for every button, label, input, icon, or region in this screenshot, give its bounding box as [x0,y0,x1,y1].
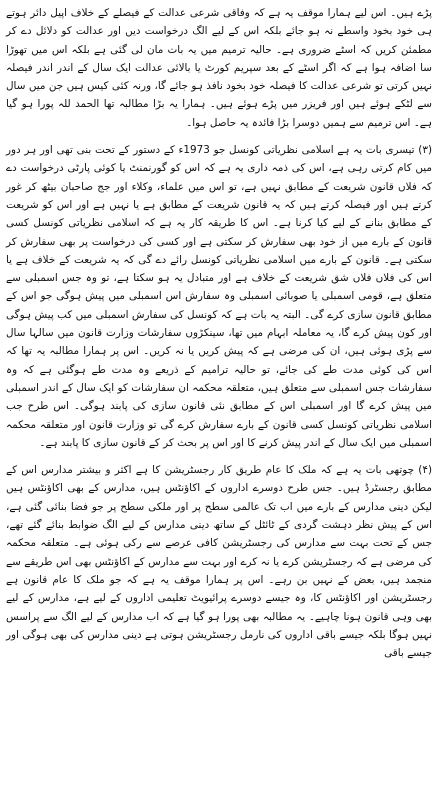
paragraph-stay-order: پڑے ہیں۔ اس لیے ہمارا موقف یہ ہے کہ وفاقی شرعی عدالت کے فیصلے کے خلاف اپیل دائر ہوتے ہی خود بخود واسطے نہ ہو جائے بلکہ اس کے لیے الگ درخواست دیں اور عدالت کو دلائل دے کر مطمئن کریں کہ اسٹے ضروری ہے۔ حالیہ ترمیم میں یہ بات مان لی گئی ہے بلکہ اس میں تھوڑا سا اضافہ ہوا ہے کہ اگر اسٹے کے بعد سپریم کورٹ یا بالائی عدالت ایک سال کے اندر اندر فیصلہ نہیں کرتی تو شرعی عدالت کا فیصلہ خود بخود نافذ ہو جائے گا، ورنہ کئی کیس ہیں جن میں سال سے لٹکے ہوئے ہیں اور فریزر میں پڑے ہوئے ہیں۔ ہمارا یہ بڑا مطالبہ تھا الحمد للہ پورا ہو گیا ہے۔ اس ترمیم سے ہمیں دوسرا بڑا فائدہ یہ حاصل ہوا۔ [6,7,432,129]
paragraph-fourth-point-madrasa-registration: (۴) چوتھی بات یہ ہے کہ ملک کا عام طریق کار رجسٹریشن کا ہے اکثر و بیشتر مدارس اس کے مطابق رجسٹرڈ ہیں۔ جس طرح دوسرے اداروں کے اکاؤنٹس ہیں، مدارس کے بھی اکاؤنٹس ہیں لیکن دینی مدارس کے بارے میں اب تک عالمی سطح پر اور ملکی سطح پر جو فضا بنائی گئی ہے، اس کے پیش نظر دہشت گردی کے ٹائٹل کے ساتھ دینی مدارس کے لیے الگ ضوابط بنائے گئے تھے، جس کے تحت بہت سے مدارس کی رجسٹریشن کافی عرصے سے رکی ہوئی ہے۔ متعلقہ محکمہ کی مرضی ہے کہ رجسٹریشن کرے یا نہ کرے اور بہت سے مدارس کے اکاؤنٹس بھی اس طریقے سے منجمد ہیں، بعض کے نہیں بن رہے۔ اس پر ہمارا موقف یہ ہے کہ جو ملک کا عام قانون ہے رجسٹریشن اور اکاؤنٹس کا، وہ جیسے دوسرے پرائیویٹ تعلیمی اداروں کے لیے ہے، مدارس کے لیے بھی وہی قانون ہونا چاہیے۔ یہ مطالبہ بھی پورا ہو گیا ہے کہ اب مدارس کے لیے الگ سے پراسس نہیں ہوگا بلکہ جیسے باقی اداروں کی نارمل رجسٹریشن ہوتی ہے دینی مدارس کی بھی ہوگی اور جیسے باقی [6,464,432,660]
paragraph-third-point-ideology-council: (۳) تیسری بات یہ ہے اسلامی نظریاتی کونسل جو 1973ء کے دستور کے تحت بنی تھی اور ہر دور میں کام کرتی رہی ہے، اس کی ذمہ داری یہ ہے کہ اس کو گورنمنٹ یا کوئی پارٹی درخواست دے کہ فلاں قانون شریعت کے مطابق نہیں ہے، تو اس میں علماء، وکلاء اور جج صاحبان بیٹھ کر غور کرتے ہیں اور فیصلہ کرتے ہیں کہ یہ قانون شریعت کے مطابق ہے یا نہیں ہے اور اس کو شریعت کے مطابق بنانے کے لیے کیا کرنا ہے۔ اس کا طریقہ کار یہ ہے کہ اسلامی نظریاتی کونسل کسی قانون کے بارے میں از خود بھی سفارش کر سکتی ہے اور کسی کی درخواست پر بھی سفارش کر سکتی ہے۔ قانون کے بارے میں اسلامی نظریاتی کونسل رائے دے گی کہ یہ شریعت کے خلاف ہے یا اس کی فلاں فلاں شق شریعت کے خلاف ہے اور متبادل یہ ہو سکتا ہے، تو وہ جس اسمبلی سے متعلق ہے، قومی اسمبلی یا صوبائی اسمبلی وہ سفارش اس اسمبلی میں پیش ہوگی جو اس کے مطابق قانون سازی کرے گی۔ البتہ یہ بات ہے کہ کونسل کی سفارش اسمبلی میں کب پیش ہوگی اور کون پیش کرے گا، یہ معاملہ ابہام میں تھا، سینکڑوں سفارشات وزارت قانون میں سالہا سال سے پڑی ہوئی ہیں، ان کی مرضی ہے کہ پیش کریں یا نہ کریں۔ اس پر ہمارا مطالبہ یہ تھا کہ اس کی کوئی مدت طے کی جائے، تو حالیہ ترامیم کے ذریعے وہ مدت طے ہوگئی ہے کہ وہ سفارشات جس اسمبلی سے متعلق ہیں، متعلقہ محکمہ ان سفارشات کو ایک سال کے اندر اسمبلی میں پیش کرے گا اور اسمبلی اس کے مطابق نئی قانون سازی کی پابند ہوگی۔ اس طرح جب اسلامی نظریاتی کونسل کسی قانون کے بارے سفارش کرے گی تو وزارت قانون اور متعلقہ محکمہ اسمبلی میں ایک سال کے اندر پیش کرنے کا اور اس پر بحث کر کے قانون سازی کا پابند ہے۔ [6,144,432,449]
